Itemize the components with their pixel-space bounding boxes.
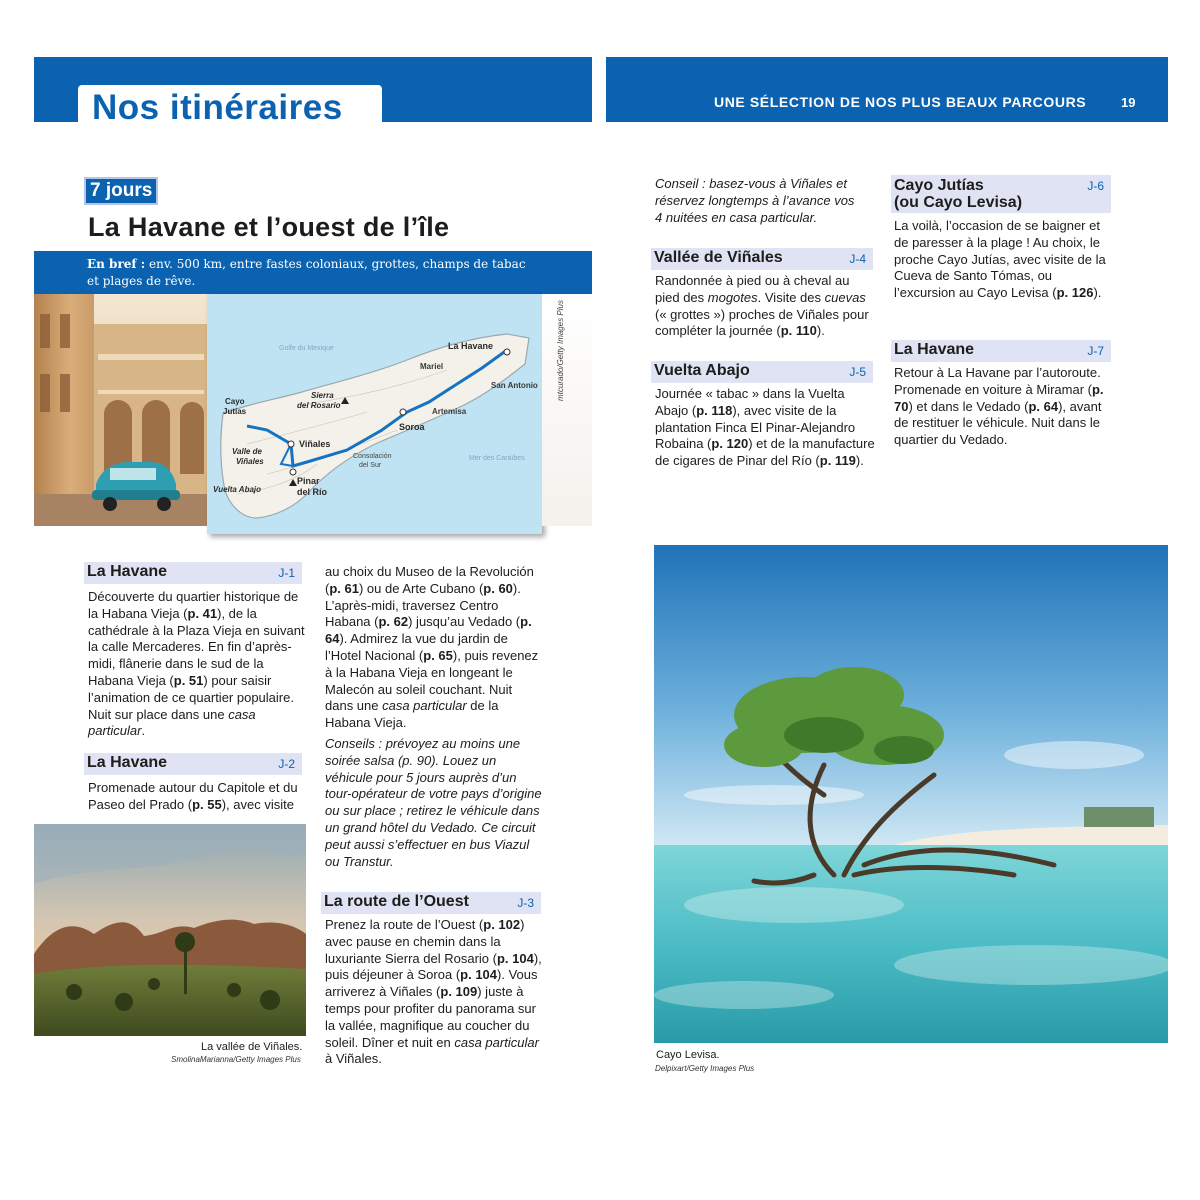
cayo-levisa-image	[654, 545, 1168, 1043]
map-label-valle-2: Viñales	[236, 457, 264, 466]
vinales-credit: SmolinaMarianna/Getty Images Plus	[171, 1055, 301, 1064]
map-label-cayo-1: Cayo	[225, 397, 245, 406]
header-bar-right	[606, 57, 1168, 122]
day-heading-number: J-6	[1087, 179, 1104, 193]
map-label-mariel: Mariel	[420, 362, 444, 371]
day-heading-name: Vuelta Abajo	[654, 362, 750, 379]
day-text-j1: Découverte du quartier historique de la Habana Vieja (p. 41), de la cathédrale à la Plaza Vieja en suivant la calle Mercaderes. En fin d’après-midi, flânerie dans le sud de la Habana Vieja (p. 51) pour saisir l’animation de ce quartier populaire. Nuit sur place dans une casa particular.	[88, 589, 305, 739]
map-label-san-antonio: San Antonio	[491, 381, 538, 390]
day-text-j2-continued: au choix du Museo de la Revolución (p. 61) ou de Arte Cubano (p. 60). L’après-midi, traversez Centro Habana (p. 62) jusqu’au Vedado (p. 64). Admirez la vue du jardin de l’Hotel Nacional (p. 65), puis revenez à la Habana Vieja en longeant le Malecón au soleil couchant. Nuit dans une casa particular de la Habana Vieja.	[325, 564, 539, 731]
day-heading-name: La Havane	[87, 563, 168, 580]
day-heading-j3	[321, 892, 541, 914]
day-heading-j1	[84, 562, 302, 584]
route-map-graphic	[207, 294, 542, 534]
vinales-valley-image	[34, 824, 306, 1036]
map-label-pinar-2: del Río	[297, 487, 328, 497]
day-text-j4: Randonnée à pied ou à cheval au pied des mogotes. Visite des cuevas (« grottes ») proches de Viñales pour compléter la journée (p. 110).	[655, 273, 869, 339]
cayo-levisa-photo	[654, 545, 1168, 1043]
running-head: UNE SÉLECTION DE NOS PLUS BEAUX PARCOURS	[714, 94, 1087, 110]
map-label-vuelta: Vuelta Abajo	[213, 485, 262, 494]
day-text-j6: La voilà, l’occasion de se baigner et de paresser à la plage ! Au choix, le proche Cayo Jutías, avec visite de la Cueva de Santo Tómas, ou l’excursion au Cayo Levisa (p. 126).	[894, 218, 1106, 301]
route-map	[207, 294, 542, 534]
day-heading-j7	[891, 340, 1111, 362]
section-title: Nos itinéraires	[92, 88, 343, 127]
day-text-j7: Retour à La Havane par l’autoroute. Promenade en voiture à Miramar (p. 70) et dans le Vedado (p. 64), avant de restituer le véhicule. Nuit dans le quartier du Vedado.	[894, 365, 1104, 448]
advice-j2: Conseils : prévoyez au moins une soirée salsa (p. 90). Louez un véhicule pour 5 jours auprès d’un tour-opérateur de votre pays d’origine ou sur place ; retirez le véhicule dans un grand hôtel du Vedado. Ce circuit peut aussi s’effectuer en bus Viazul ou Transtur.	[325, 736, 542, 869]
day-text-j5: Journée « tabac » dans la Vuelta Abajo (p. 118), avec visite de la plantation Finca El Pinar-Alejandro Robaina (p. 120) et de la manufacture de cigares de Pinar del Río (p. 119).	[655, 386, 875, 469]
map-label-consolacion-1: Consolación	[353, 453, 392, 460]
map-label-golfo: Golfe du Mexique	[279, 345, 334, 352]
day-heading-name: La Havane	[894, 341, 975, 358]
day-heading-name-line2: (ou Cayo Levisa)	[894, 194, 1023, 211]
day-heading-name-line1: Cayo Jutías	[894, 177, 984, 194]
vinales-valley-photo	[34, 824, 306, 1036]
day-heading-number: J-3	[517, 896, 534, 910]
havana-street-image	[34, 294, 208, 526]
day-heading-name: Vallée de Viñales	[654, 249, 783, 266]
day-heading-j5	[651, 361, 873, 383]
map-label-soroa: Soroa	[399, 422, 425, 432]
map-label-valle-1: Valle de	[232, 447, 262, 456]
day-heading-j6	[891, 175, 1111, 213]
day-heading-j2	[84, 753, 302, 775]
day-heading-number: J-4	[849, 252, 866, 266]
map-label-vinales: Viñales	[299, 439, 331, 449]
map-label-cayo-2: Jutías	[223, 407, 247, 416]
map-label-mer: Mer des Caraïbes	[469, 455, 525, 462]
day-heading-name: La route de l’Ouest	[324, 893, 469, 910]
page-number: 19	[1121, 95, 1136, 110]
map-label-artemisa: Artemisa	[432, 407, 467, 416]
section-title-tab	[78, 85, 382, 129]
levisa-caption: Cayo Levisa.	[656, 1049, 720, 1061]
brief-banner	[34, 251, 592, 295]
advice-j3: Conseil : basez-vous à Viñales et réservez longtemps à l’avance vos 4 nuitées en casa particular.	[655, 176, 855, 225]
day-heading-name: La Havane	[87, 754, 168, 771]
map-photo-credit: mtcurado/Getty Images Plus	[556, 300, 565, 401]
day-heading-j4	[651, 248, 873, 270]
day-heading-number: J-2	[278, 757, 295, 771]
day-heading-number: J-7	[1087, 344, 1104, 358]
day-heading-number: J-5	[849, 365, 866, 379]
levisa-credit: Delpixart/Getty Images Plus	[655, 1064, 755, 1073]
duration-badge: 7 jours	[84, 177, 158, 205]
day-heading-number: J-1	[278, 566, 295, 580]
day-text-j3: Prenez la route de l’Ouest (p. 102) avec pause en chemin dans la luxuriante Sierra del Rosario (p. 104), puis déjeuner à Soroa (p. 104). Vous arriverez à Viñales (p. 109) juste à temps pour profiter du panorama sur la vallée, magnifique au coucher du soleil. Dîner et nuit en casa particular à Viñales.	[325, 917, 542, 1067]
map-label-sierra-1: Sierra	[311, 391, 334, 400]
map-label-pinar-1: Pinar	[297, 476, 320, 486]
havana-street-photo	[34, 294, 208, 526]
map-label-consolacion-2: del Sur	[359, 462, 382, 469]
map-credit-strip	[542, 294, 592, 526]
route-title: La Havane et l’ouest de l’île	[88, 212, 450, 242]
vinales-caption: La vallée de Viñales.	[201, 1041, 303, 1053]
day-text-j2-start: Promenade autour du Capitole et du Paseo del Prado (p. 55), avec visite	[88, 780, 298, 812]
brief-label: En bref :	[87, 257, 146, 271]
map-label-havana: La Havane	[448, 341, 494, 351]
map-label-sierra-2: del Rosario	[297, 401, 341, 410]
brief-text: env. 500 km, entre fastes coloniaux, grottes, champs de tabac et plages de rêve.	[87, 257, 526, 288]
